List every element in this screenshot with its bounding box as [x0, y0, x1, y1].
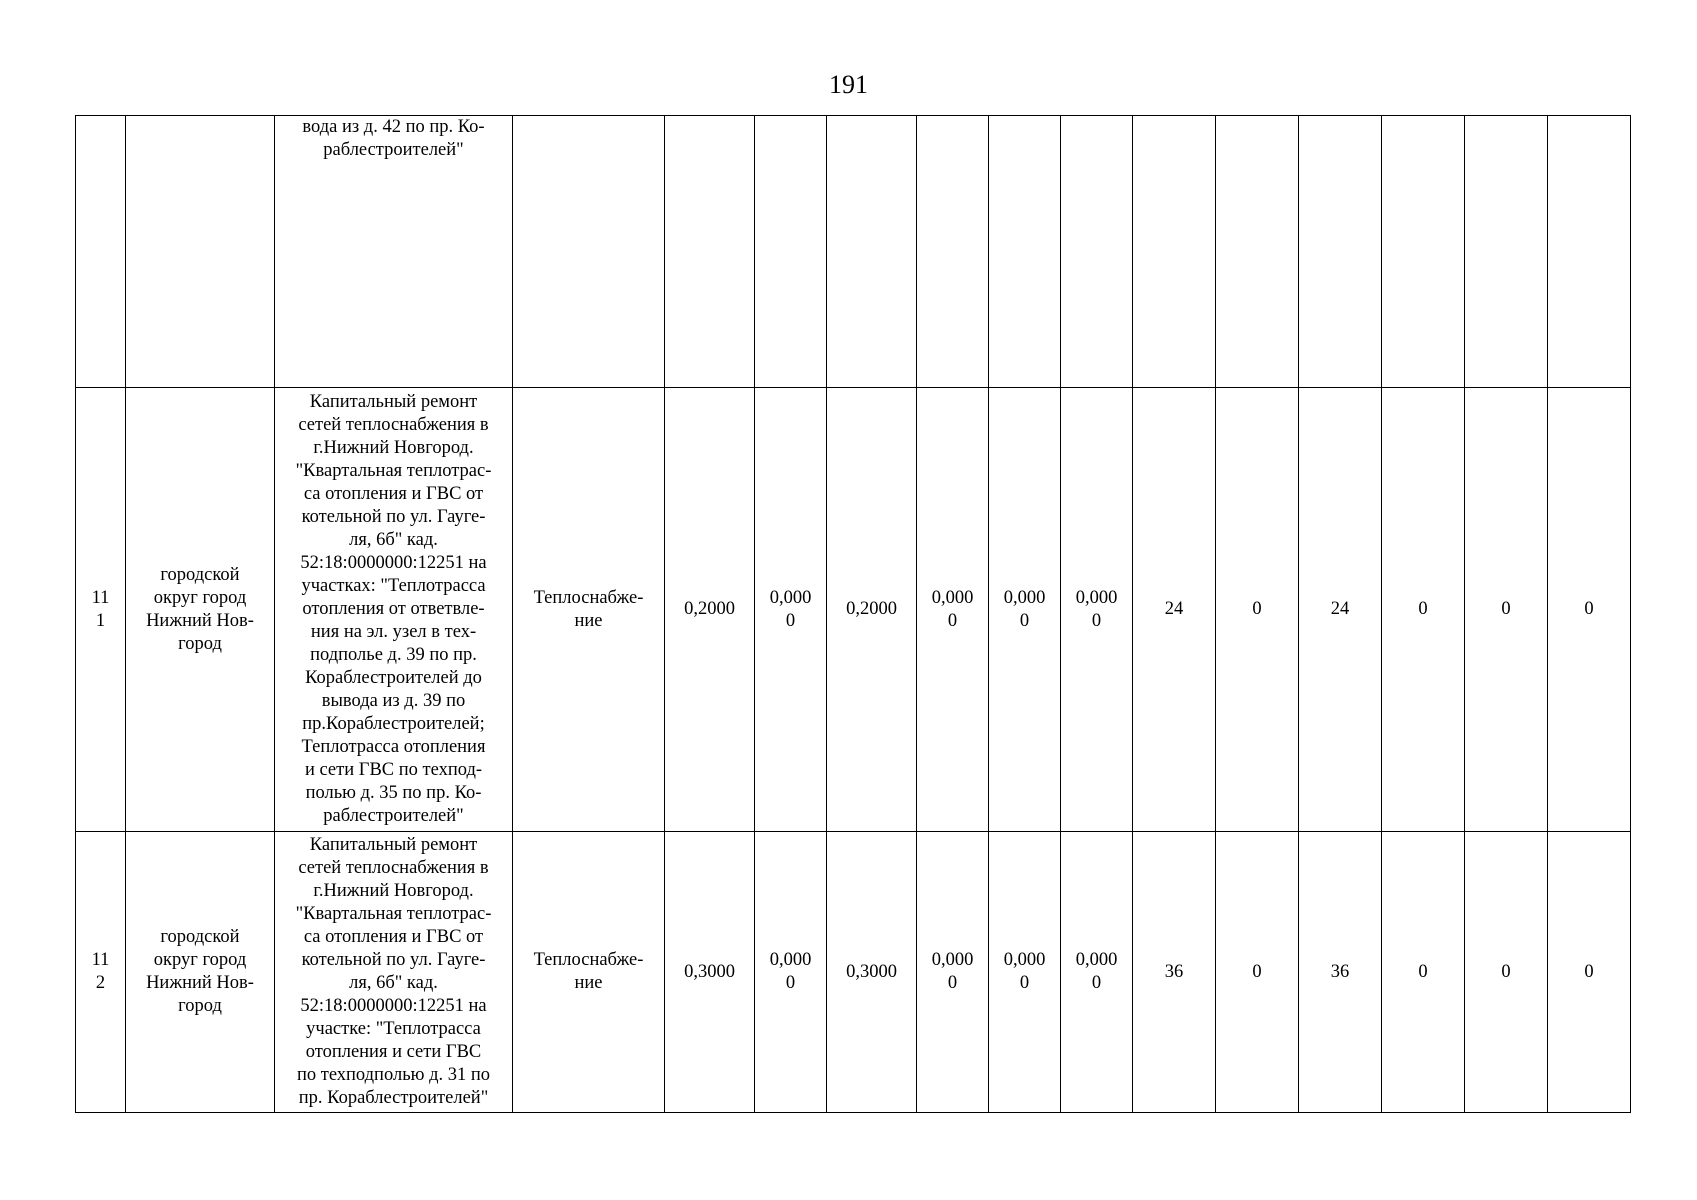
cell-value: 0,000 0 [755, 388, 827, 832]
cell-value: 24 [1133, 388, 1216, 832]
cell-value: 0,000 0 [989, 388, 1061, 832]
cell-value: 0,000 0 [1061, 388, 1133, 832]
cell-value [1548, 116, 1631, 388]
cell-value [827, 116, 917, 388]
table-row [76, 388, 1631, 832]
cell-district [126, 116, 275, 388]
cell-value [1382, 116, 1465, 388]
cell-num [76, 116, 126, 388]
cell-value: 0,3000 [827, 832, 917, 1113]
cell-value: 0 [1216, 388, 1299, 832]
cell-value: 36 [1133, 832, 1216, 1113]
cell-category: Теплоснабже- ние [513, 832, 665, 1113]
cell-value: 0,000 0 [755, 832, 827, 1113]
cell-value: 0 [1465, 832, 1548, 1113]
cell-value [1299, 116, 1382, 388]
cell-value: 0 [1548, 832, 1631, 1113]
cell-value [917, 116, 989, 388]
cell-value: 0,2000 [665, 388, 755, 832]
cell-value [1216, 116, 1299, 388]
table-row-continuation [76, 116, 1631, 388]
cell-value: 0,000 0 [1061, 832, 1133, 1113]
cell-value: 0,000 0 [989, 832, 1061, 1113]
cell-value [1465, 116, 1548, 388]
cell-district: городской округ город Нижний Нов- город [126, 388, 275, 832]
cell-category: Теплоснабже- ние [513, 388, 665, 832]
cell-district: городской округ город Нижний Нов- город [126, 832, 275, 1113]
cell-description: Капитальный ремонт сетей теплоснабжения в г.Нижний Новгород. "Квартальная теплотрас- са отопления и ГВС от котельной по ул. Гауге- ля, 6б" кад. 52:18:0000000:12251 на участках: "Теплотрасса отопления от ответвле- ния на эл. узел в тех- подполье д. 39 по пр. Кораблестроителей до вывода из д. 39 по пр.Кораблестроителей; Теплотрасса отопления и сети ГВС по техпод- полью д. 35 по пр. Ко- раблестроителей" [275, 388, 513, 832]
cell-value: 24 [1299, 388, 1382, 832]
cell-value: 0 [1382, 388, 1465, 832]
cell-value [1061, 116, 1133, 388]
cell-value: 0 [1382, 832, 1465, 1113]
cell-value [1133, 116, 1216, 388]
cell-value: 0 [1465, 388, 1548, 832]
cell-value [665, 116, 755, 388]
cell-value: 0,2000 [827, 388, 917, 832]
cell-value: 0,000 0 [917, 832, 989, 1113]
cell-value: 36 [1299, 832, 1382, 1113]
data-table [75, 115, 1631, 1113]
page-number: 191 [829, 70, 868, 99]
cell-description: вода из д. 42 по пр. Ко- раблестроителей" [275, 116, 513, 388]
cell-value: 0 [1548, 388, 1631, 832]
cell-value [755, 116, 827, 388]
cell-category [513, 116, 665, 388]
cell-num: 11 2 [76, 832, 126, 1113]
table-row [76, 832, 1631, 1113]
cell-num: 11 1 [76, 388, 126, 832]
cell-value [989, 116, 1061, 388]
cell-value: 0,3000 [665, 832, 755, 1113]
cell-value: 0,000 0 [917, 388, 989, 832]
cell-value: 0 [1216, 832, 1299, 1113]
cell-description: Капитальный ремонт сетей теплоснабжения в г.Нижний Новгород. "Квартальная теплотрас- са отопления и ГВС от котельной по ул. Гауге- ля, 6б" кад. 52:18:0000000:12251 на участке: "Теплотрасса отопления и сети ГВС по техподполью д. 31 по пр. Кораблестроителей" [275, 832, 513, 1113]
